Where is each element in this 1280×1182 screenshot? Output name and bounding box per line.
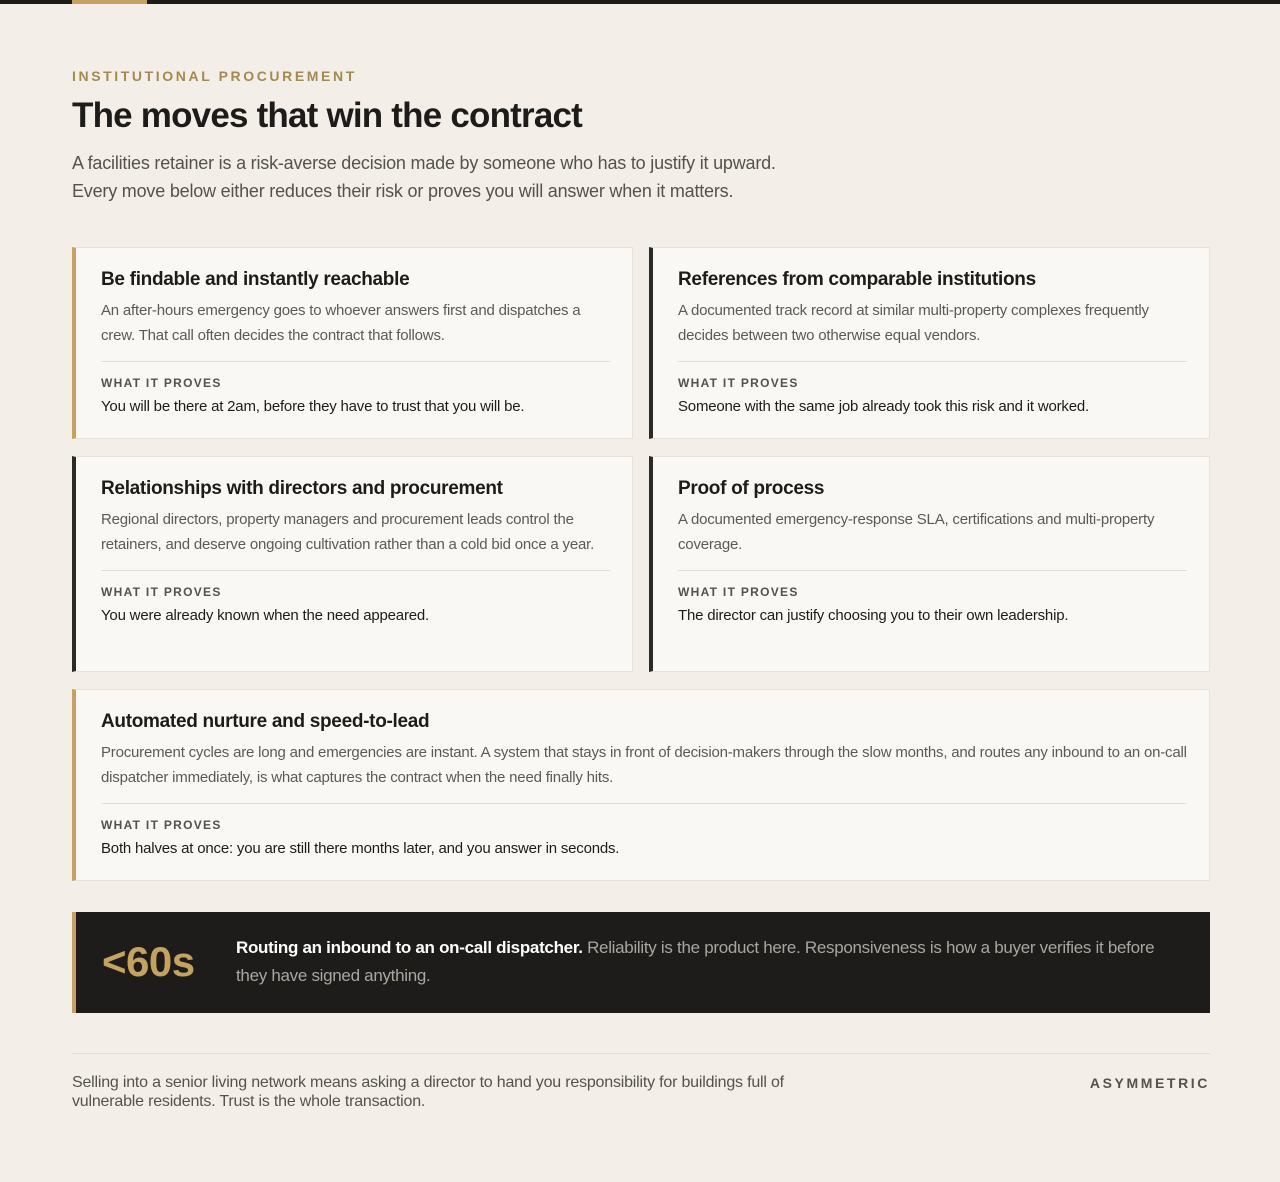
card-title: Relationships with directors and procurement [101,478,503,499]
move-card-relationships [72,456,633,672]
callout-body: Reliability is the product here. Responsiveness is how a buyer verifies it before they have signed anything. [236,938,1155,985]
proves-label: WHAT IT PROVES [101,585,222,599]
card-divider [101,361,610,362]
footer-divider [72,1053,1210,1054]
intro-line: Every move below either reduces their risk or proves you will answer when it matters. [72,181,734,201]
proves-label: WHAT IT PROVES [101,376,222,390]
card-description: Regional directors, property managers and procurement leads control the retainers, and deserve ongoing cultivation rather than a cold bid once a year. [101,511,595,553]
card-title: Proof of process [678,478,825,499]
move-card-findable [72,247,633,439]
proves-text: The director can justify choosing you to their own leadership. [678,607,1069,624]
card-divider [101,803,1187,804]
proves-label: WHAT IT PROVES [678,376,799,390]
proves-text: You were already known when the need appeared. [101,607,429,624]
card-description: Procurement cycles are long and emergencies are instant. A system that stays in front of decision-makers through the slow months, and routes any inbound to an on-call dispatcher immediately, is what captures the contract when the need finally hits. [101,744,1187,786]
card-divider [101,570,610,571]
card-description: An after-hours emergency goes to whoever answers first and dispatches a crew. That call often decides the contract that follows. [101,302,581,344]
intro-line: A facilities retainer is a risk-averse decision made by someone who has to justify it upward. [72,153,776,173]
card-title: References from comparable institutions [678,269,1036,290]
top-rule [0,0,1280,4]
proves-text: Both halves at once: you are still there months later, and you answer in seconds. [101,840,620,857]
proves-text: Someone with the same job already took this risk and it worked. [678,398,1089,415]
proves-text: You will be there at 2am, before they have to trust that you will be. [101,398,525,415]
card-divider [678,361,1187,362]
move-card-references [649,247,1210,439]
proves-label: WHAT IT PROVES [101,818,222,832]
brand-wordmark: ASYMMETRIC [1089,1075,1210,1091]
card-description: A documented track record at similar multi-property complexes frequently decides between two otherwise equal vendors. [678,302,1149,344]
card-description: A documented emergency-response SLA, certifications and multi-property coverage. [678,511,1155,553]
intro-paragraph [72,149,832,205]
top-accent-bar [72,0,147,4]
card-divider [678,570,1187,571]
response-time-stat: <60s [102,938,195,985]
move-card-proof-of-process [649,456,1210,672]
response-time-callout [72,912,1210,1013]
page-title: The moves that win the contract [72,96,583,135]
callout-text [236,934,1166,990]
proves-label: WHAT IT PROVES [678,585,799,599]
eyebrow-label: INSTITUTIONAL PROCUREMENT [72,68,357,84]
card-title: Automated nurture and speed-to-lead [101,711,430,732]
card-title: Be findable and instantly reachable [101,269,410,290]
move-card-automated-nurture [72,689,1210,881]
callout-lead: Routing an inbound to an on-call dispatcher. [236,938,583,957]
footer-note: Selling into a senior living network means asking a director to hand you responsibility for buildings full of vulnerable residents. Trust is the whole transaction. [72,1074,784,1110]
